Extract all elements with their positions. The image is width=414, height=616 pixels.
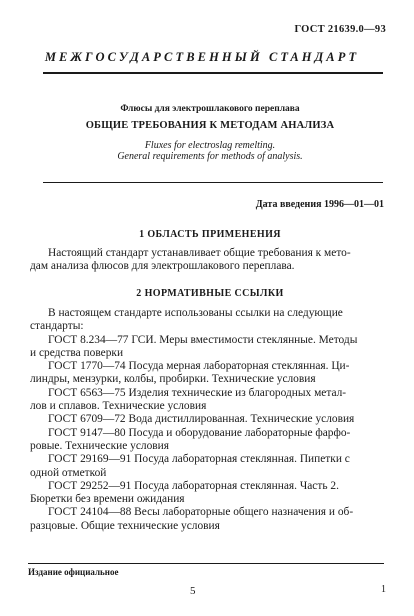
reference-line: Бюретки без времени ожидания — [30, 493, 185, 506]
reference-line: ГОСТ 9147—80 Посуда и оборудование лабораторные фарфо- — [48, 426, 351, 439]
reference-line: ГОСТ 8.234—77 ГСИ. Меры вместимости стеклянные. Методы — [48, 333, 358, 346]
reference-line: одной отметкой — [30, 466, 107, 479]
introduction-date: Дата введения 1996—01—01 — [255, 199, 384, 210]
reference-line: ГОСТ 29252—91 Посуда лабораторная стеклянная. Часть 2. — [48, 479, 339, 492]
document-title: ОБЩИЕ ТРЕБОВАНИЯ К МЕТОДАМ АНАЛИЗА — [85, 120, 335, 131]
text-line: стандарты: — [30, 320, 84, 333]
reference-line: линдры, мензурки, колбы, пробирки. Технические условия — [30, 373, 316, 386]
reference-line: ГОСТ 6709—72 Вода дистиллированная. Технические условия — [48, 413, 355, 426]
top-divider — [43, 72, 383, 74]
english-title-line: General requirements for methods of analysis. — [117, 151, 303, 162]
text-line: дам анализа флюсов для электрошлакового переплава. — [30, 260, 295, 273]
title-divider — [43, 182, 383, 183]
reference-line: и средства поверки — [30, 346, 124, 359]
text-line: В настоящем стандарте использованы ссылки на следующие — [48, 307, 343, 319]
footer-divider — [28, 563, 384, 564]
standard-code: ГОСТ 21639.0—93 — [294, 24, 386, 35]
official-edition-label: Издание официальное — [28, 567, 119, 577]
text-line: Настоящий стандарт устанавливает общие требования к мето- — [48, 247, 351, 259]
section-heading-references: 2 НОРМАТИВНЫЕ ССЫЛКИ — [136, 288, 284, 299]
document-subtitle: Флюсы для электрошлакового переплава — [120, 104, 300, 114]
corner-number: 1 — [381, 584, 386, 595]
reference-line: ГОСТ 6563—75 Изделия технические из благородных метал- — [48, 386, 347, 399]
section-heading-scope: 1 ОБЛАСТЬ ПРИМЕНЕНИЯ — [139, 229, 281, 240]
reference-line: разцовые. Общие технические условия — [30, 519, 220, 532]
reference-line: ровые. Технические условия — [30, 439, 169, 452]
section-body-references — [30, 307, 384, 533]
page-number: 5 — [190, 585, 196, 597]
section-body-scope — [30, 247, 384, 274]
english-title-line: Fluxes for electroslag remelting. — [144, 140, 276, 151]
reference-line: ГОСТ 29169—91 Посуда лабораторная стеклянная. Пипетки с — [48, 453, 350, 466]
standard-type: МЕЖГОСУДАРСТВЕННЫЙ СТАНДАРТ — [44, 50, 360, 64]
english-title — [40, 140, 380, 162]
reference-line: ГОСТ 24104—88 Весы лабораторные общего назначения и об- — [48, 506, 354, 519]
reference-line: лов и сплавов. Технические условия — [30, 400, 207, 413]
reference-line: ГОСТ 1770—74 Посуда мерная лабораторная стеклянная. Ци- — [48, 360, 350, 373]
